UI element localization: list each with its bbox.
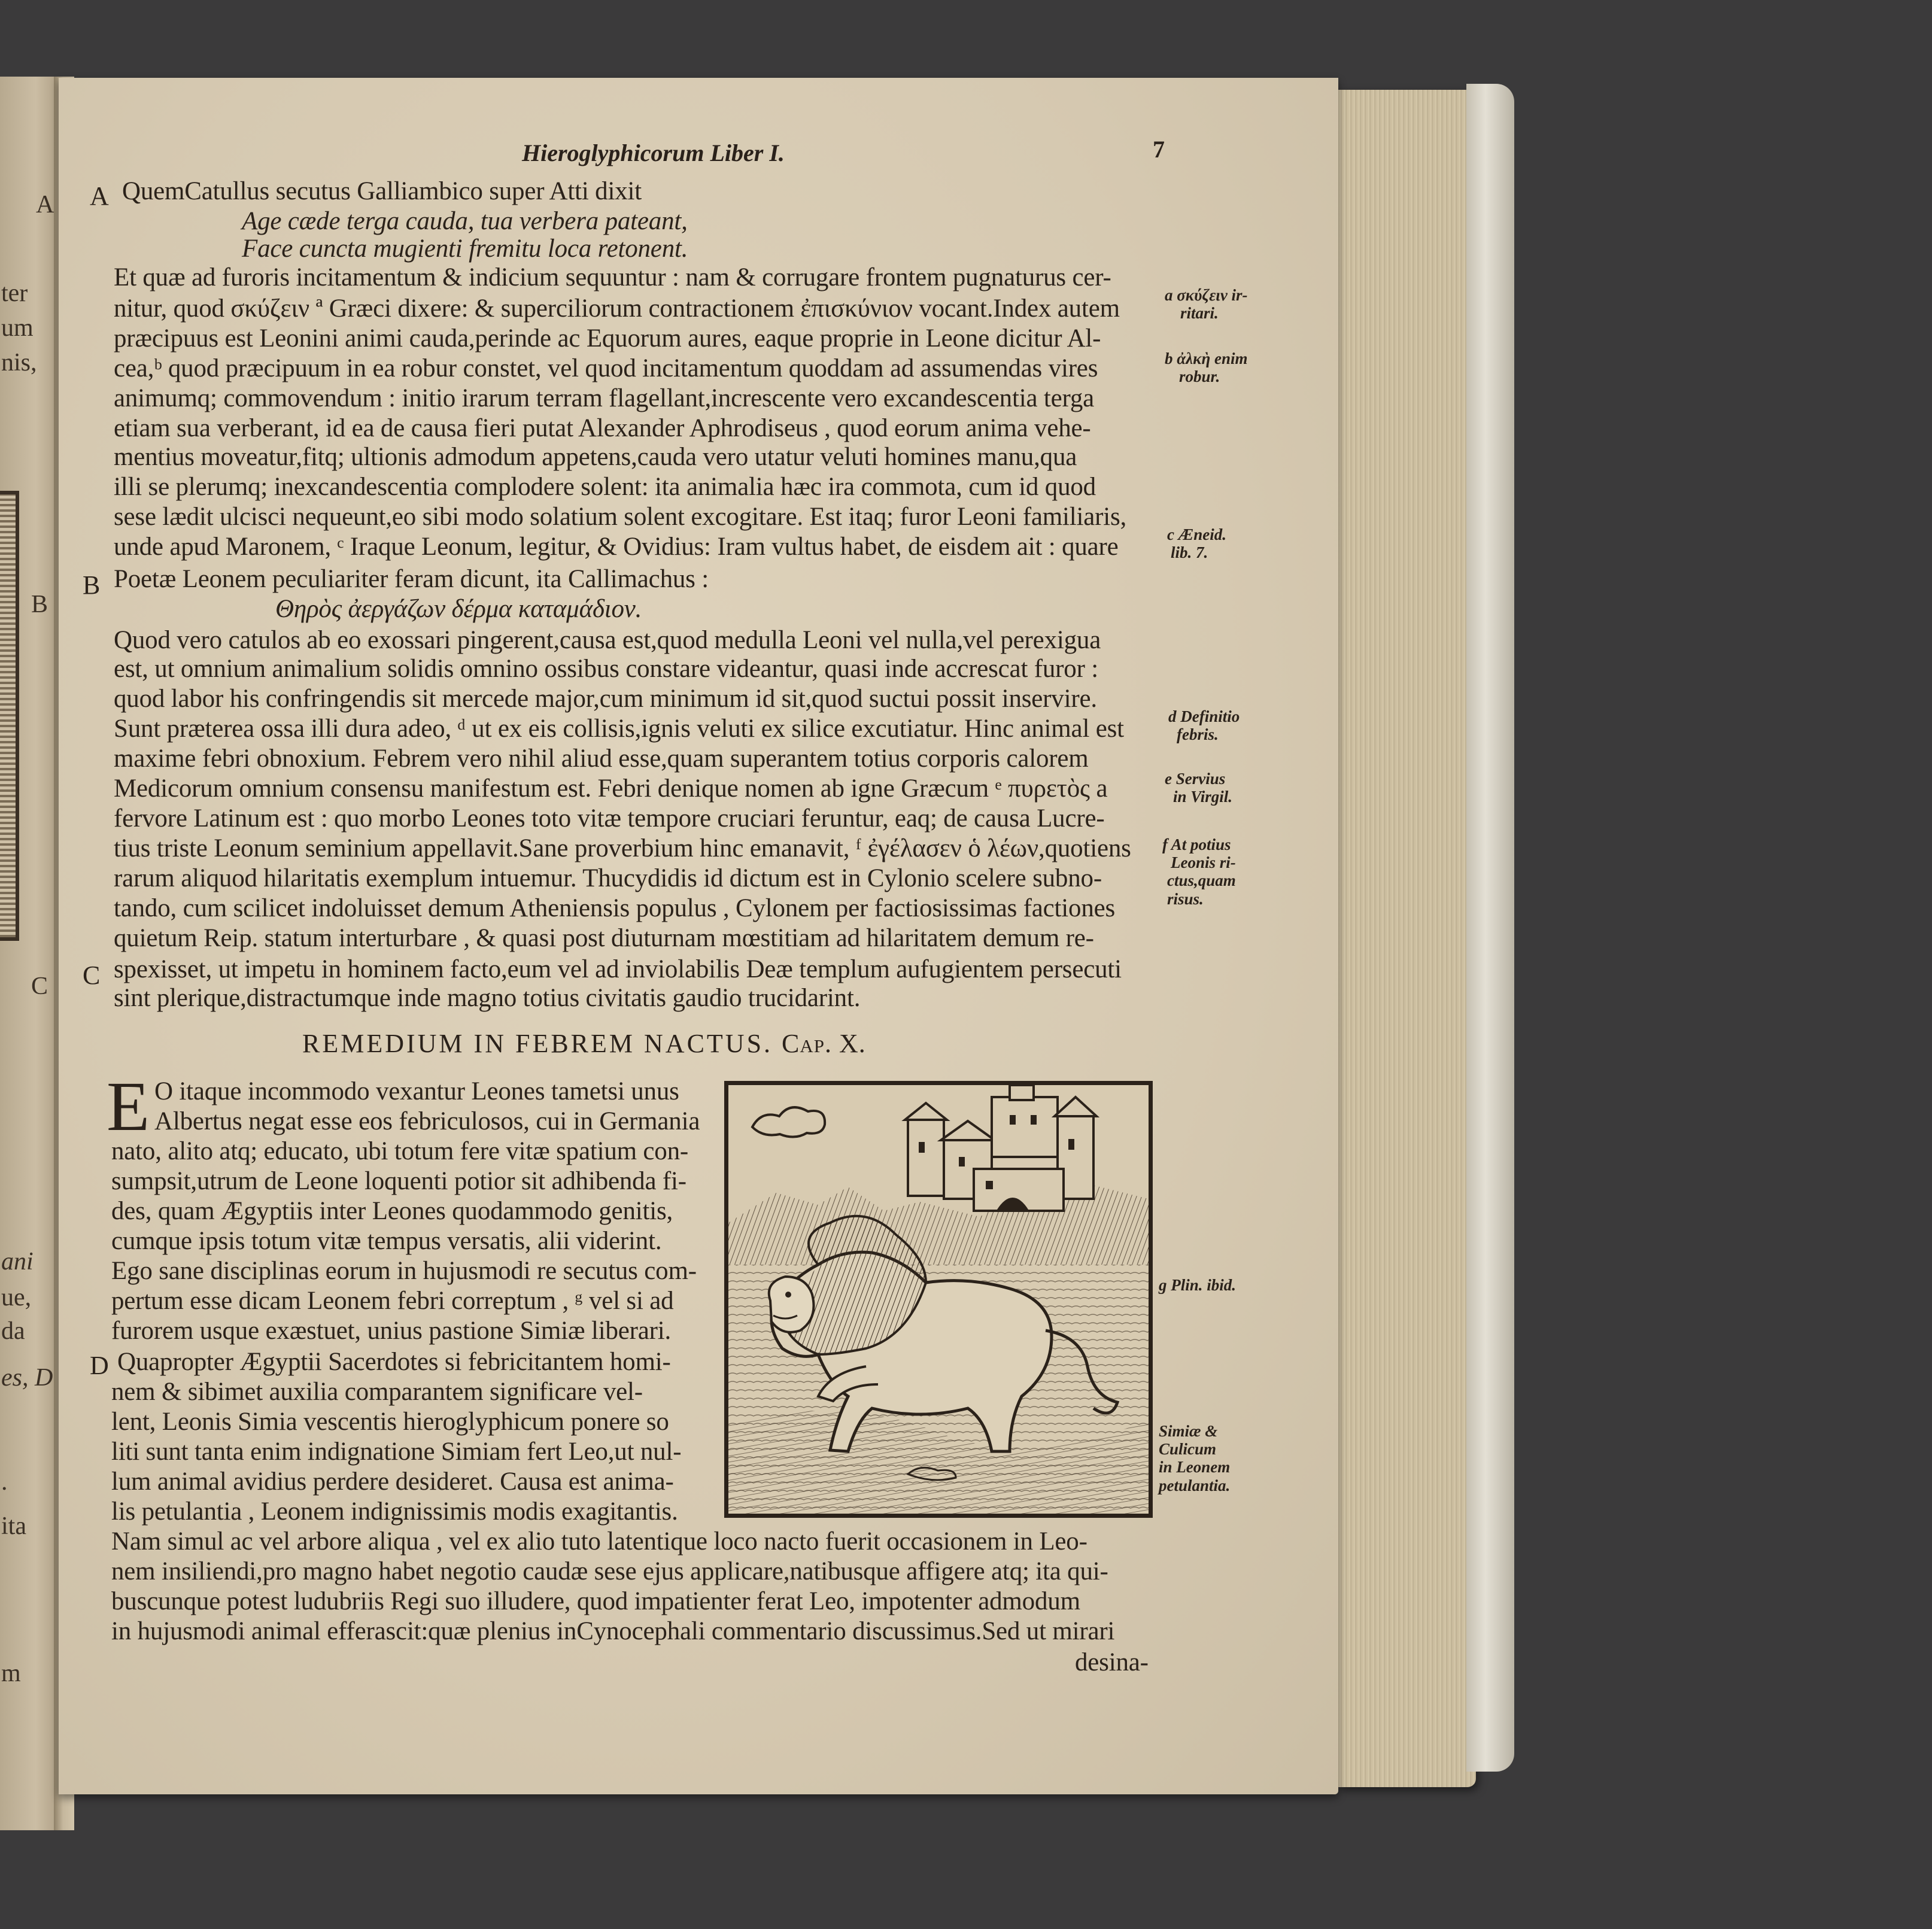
marginal-note-g: g Plin. ibid. [1159, 1276, 1237, 1294]
left-fragment: ita [1, 1512, 26, 1540]
text-line: maxime febri obnoxium. Febrem vero nihil aliud esse,quam superantem totius corporis calorem [114, 745, 1089, 773]
text-line: quietum Reip. statum interturbare , & quasi post diuturnam mœstitiam ad hilaritatem demum re- [114, 924, 1094, 952]
marginal-note-f: f At potius Leonis ri- ctus,quam risus. [1162, 836, 1236, 908]
text-line: cumque ipsis totum vitæ tempus versatis, alii viderint. [111, 1227, 662, 1255]
left-fragment: B [31, 591, 48, 618]
page-block-edge [1338, 90, 1476, 1787]
left-fragment: ani [1, 1248, 34, 1275]
left-fragment: C [31, 973, 48, 1000]
marginal-note-d: d Definitio febris. [1168, 707, 1240, 744]
left-page-woodcut-edge [0, 491, 19, 941]
text-line: fervore Latinum est : quo morbo Leones toto vitæ tempore cruciari feruntur, eaq; de causa Lucre- [114, 804, 1105, 833]
text-line: furorem usque exæstuet, unius pastione Simiæ liberari. [111, 1317, 672, 1345]
text-line: pertum esse dicam Leonem febri correptum , ᵍ vel si ad [111, 1287, 674, 1315]
text-line: quod labor his confringendis sit mercede major,cum minimum id sit,quod suctui possit inservire. [114, 685, 1097, 713]
text-line: sumpsit,utrum de Leone loquenti potior sit adhibenda fi- [111, 1167, 686, 1195]
text-line: præcipuus est Leonini animi cauda,perinde ac Equorum aures, eaque proprie in Leone dicitur Al- [114, 324, 1101, 353]
verse-line: Age cæde terga cauda, tua verbera pateant, [242, 207, 688, 235]
text-line: Quod vero catulos ab eo exossari pingerent,causa est,quod medulla Leoni vel nulla,vel perexigua [114, 626, 1101, 654]
text-line: lum animal avidius perdere desideret. Causa est anima- [111, 1468, 674, 1496]
text-line: buscunque potest ludubriis Regi suo illudere, quod impatienter ferat Leo, impotenter admodum [111, 1587, 1080, 1615]
text-line: liti sunt tanta enim indignatione Simiam fert Leo,ut nul- [111, 1438, 682, 1466]
text-line: nato, alito atq; educato, ubi totum fere vitæ spatium con- [111, 1137, 689, 1165]
section-letter-c: C [83, 961, 101, 990]
lion-woodcut-illustration [724, 1081, 1153, 1518]
text-line: lis petulantia , Leonem indignissimis modis exagitantis. [111, 1497, 678, 1526]
text-line: QuemCatullus secutus Galliambico super Atti dixit [122, 177, 642, 205]
text-line: O itaque incommodo vexantur Leones tametsi unus [154, 1077, 679, 1105]
text-line: illi se plerumq; inexcandescentia complodere solent: ita animalia hæc ira commota, cum id quod [114, 473, 1096, 501]
section-letter-a: A [90, 181, 109, 211]
text-line: Medicorum omnium consensu manifestum est. Febri denique nomen ab igne Græcum ᵉ πυρετὸς a [114, 774, 1108, 803]
left-fragment: es, D [1, 1364, 53, 1392]
marginal-note-c: c Æneid. lib. 7. [1167, 525, 1226, 562]
text-line: lent, Leonis Simia vescentis hieroglyphicum ponere so [111, 1408, 669, 1436]
text-line: Poetæ Leonem peculiariter feram dicunt, ita Callimachus : [114, 565, 709, 593]
text-line: Nam simul ac vel arbore aliqua , vel ex alio tuto latentique loco nacto fuerit occasionem in Leo- [111, 1527, 1087, 1556]
chapter-number: Cap. X. [782, 1029, 866, 1058]
text-line: in hujusmodi animal efferascit:quæ plenius inCynocephali commentario discussimus.Sed ut mirari [111, 1617, 1115, 1645]
marginal-note-simiae: Simiæ & Culicum in Leonem petulantia. [1159, 1422, 1231, 1494]
drop-cap: E [107, 1067, 150, 1146]
text-line: nem & sibimet auxilia comparantem significare vel- [111, 1378, 643, 1406]
text-line: mentius moveatur,fitq; ultionis admodum appetens,cauda vero utatur veluti homines manu,qua [114, 443, 1077, 471]
text-line: Quapropter Ægyptii Sacerdotes si febricitantem homi- [117, 1348, 671, 1376]
text-line: rarum aliquod hilaritatis exemplum intuemur. Thucydidis id dictum est in Cylonio scelere subno- [114, 864, 1102, 892]
greek-verse-line: Θηρὸς ἀεργάζων δέρμα καταμάδιον. [275, 595, 642, 623]
left-fragment: um [1, 314, 34, 342]
text-line: nitur, quod σκύζειν ª Græci dixere: & superciliorum contractionem ἐπισκύνιον vocant.Index autem [114, 294, 1120, 323]
text-line: sese lædit ulcisci nequeunt,eo sibi modo solatium solent excogitare. Est itaq; furor Leoni familiaris, [114, 503, 1127, 531]
left-fragment: da [1, 1317, 25, 1345]
text-line: etiam sua verberant, id ea de causa fieri putat Alexander Aphrodiseus , quod eorum anima vehe- [114, 414, 1091, 442]
text-line: cea,ᵇ quod præcipuum in ea robur constet, vel quod incitamentum quoddam ad assumendas vires [114, 354, 1098, 382]
text-line: sint plerique,distractumque inde magno totius civitatis gaudio trucidarint. [114, 984, 861, 1012]
text-line: des, quam Ægyptiis inter Leones quodammodo genitis, [111, 1197, 673, 1225]
text-line: spexisset, ut impetu in hominem facto,eum vel ad inviolabilis Deæ templum aufugientem persecuti [114, 955, 1122, 983]
left-fragment: ue, [1, 1284, 32, 1311]
lion-woodcut-drawing [728, 1085, 1149, 1514]
chapter-title [302, 1028, 866, 1059]
running-head: Hieroglyphicorum Liber I. [522, 139, 785, 166]
left-fragment: A [36, 191, 54, 218]
marginal-note-e: e Servius in Virgil. [1165, 770, 1233, 806]
text-line: Sunt præterea ossa illi dura adeo, ᵈ ut ex eis collisis,ignis veluti ex silice excutiatur. Hinc animal est [114, 715, 1124, 743]
marginal-note-a: a σκύζειν ir- ritari. [1165, 286, 1248, 323]
catchword: desina- [1075, 1648, 1149, 1676]
text-line: unde apud Maronem, ᶜ Iraque Leonum, legitur, & Ovidius: Iram vultus habet, de eisdem ait : quare [114, 533, 1119, 561]
text-line: nem insiliendi,pro magno habet negotio caudæ sese ejus applicare,natibusque affigere atq; ita qui- [111, 1557, 1108, 1585]
text-line: tando, cum scilicet indoluisset demum Atheniensis populus , Cylonem per factiosissimas factiones [114, 894, 1116, 922]
left-fragment: . [1, 1468, 8, 1496]
text-line: animumq; commovendum : initio irarum terram flagellant,increscente vero excandescentia terga [114, 384, 1095, 412]
left-fragment: m [1, 1660, 21, 1687]
verse-line: Face cuncta mugienti fremitu loca retonent. [242, 235, 688, 263]
section-letter-b: B [83, 570, 101, 600]
text-line: est, ut omnium animalium solidis omnino ossibus constare videantur, quasi inde accrescat furor : [114, 655, 1098, 683]
text-line: Albertus negat esse eos febriculosos, cui in Germania [154, 1107, 700, 1135]
marginal-note-b: b ἀλκὴ enim robur. [1165, 350, 1248, 386]
section-letter-d: D [90, 1351, 109, 1380]
left-fragment: ter [1, 280, 28, 307]
text-line: Et quæ ad furoris incitamentum & indicium sequuntur : nam & corrugare frontem pugnaturus cer- [114, 263, 1111, 291]
left-fragment: nis, [1, 349, 37, 376]
text-line: Ego sane disciplinas eorum in hujusmodi re secutus com- [111, 1257, 697, 1285]
page-number: 7 [1153, 136, 1165, 163]
chapter-title-main: REMEDIUM IN FEBREM NACTUS. [302, 1029, 773, 1058]
text-line: tius triste Leonum seminium appellavit.Sane proverbium hinc emanavit, ᶠ ἐγέλασεν ὁ λέων,quotiens [114, 834, 1131, 862]
book-spine [1466, 84, 1514, 1772]
